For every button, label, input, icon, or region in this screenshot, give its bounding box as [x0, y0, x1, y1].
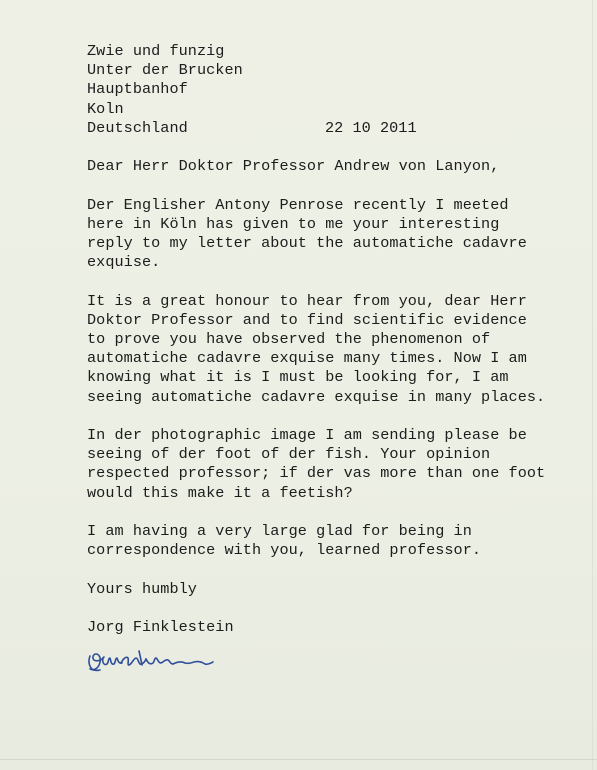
address-line: Unter der Brucken	[87, 61, 243, 80]
address-line: Koln	[87, 99, 124, 118]
paragraph-line: exquise.	[87, 253, 161, 272]
paragraph-line: would this make it a feetish?	[87, 483, 353, 502]
address-country: Deutschland	[87, 118, 188, 137]
paragraph-1	[87, 196, 567, 273]
handwritten-signature	[84, 645, 218, 675]
paragraph-line: In der photographic image I am sending please be	[87, 426, 527, 444]
address-line: Hauptbanhof	[87, 80, 188, 99]
paragraph-line: I am having a very large glad for being in	[87, 522, 472, 540]
paragraph-3	[87, 426, 567, 503]
sender-address	[87, 42, 567, 138]
signature-ink	[89, 651, 213, 670]
paragraph-line: here in Köln has given to me your interesting	[87, 214, 500, 233]
letter-date: 22 10 2011	[325, 118, 417, 137]
salutation: Dear Herr Doktor Professor Andrew von Lanyon,	[87, 157, 500, 176]
paragraph-line: reply to my letter about the automatiche cadavre	[87, 234, 527, 252]
paragraph-2	[87, 292, 567, 407]
address-line: Zwie und funzig	[87, 42, 225, 60]
paragraph-line: It is a great honour to hear from you, dear Herr	[87, 291, 527, 310]
paragraph-line: correspondence with you, learned professor.	[87, 541, 482, 560]
paragraph-line: Doktor Professor and to find scientific evidence	[87, 310, 527, 329]
sender-name: Jorg Finklestein	[87, 617, 234, 636]
letter-body	[87, 42, 567, 637]
paragraph-4	[87, 522, 567, 560]
paragraph-line: respected professor; if der vas more than one foot	[87, 464, 546, 483]
paragraph-line: seeing of der foot of der fish. Your opinion	[87, 445, 491, 464]
paragraph-line: to prove you have observed the phenomenon of	[87, 330, 491, 348]
paragraph-line: Der Englisher Antony Penrose recently I meeted	[87, 195, 509, 214]
paragraph-line: automatiche cadavre exquise many times. Now I am	[87, 349, 527, 368]
address-country-date-row	[87, 119, 567, 138]
paragraph-line: seeing automatiche cadavre exquise in many places.	[87, 387, 546, 406]
paragraph-line: knowing what it is I must be looking for, I am	[87, 368, 509, 387]
closing: Yours humbly	[87, 579, 197, 598]
